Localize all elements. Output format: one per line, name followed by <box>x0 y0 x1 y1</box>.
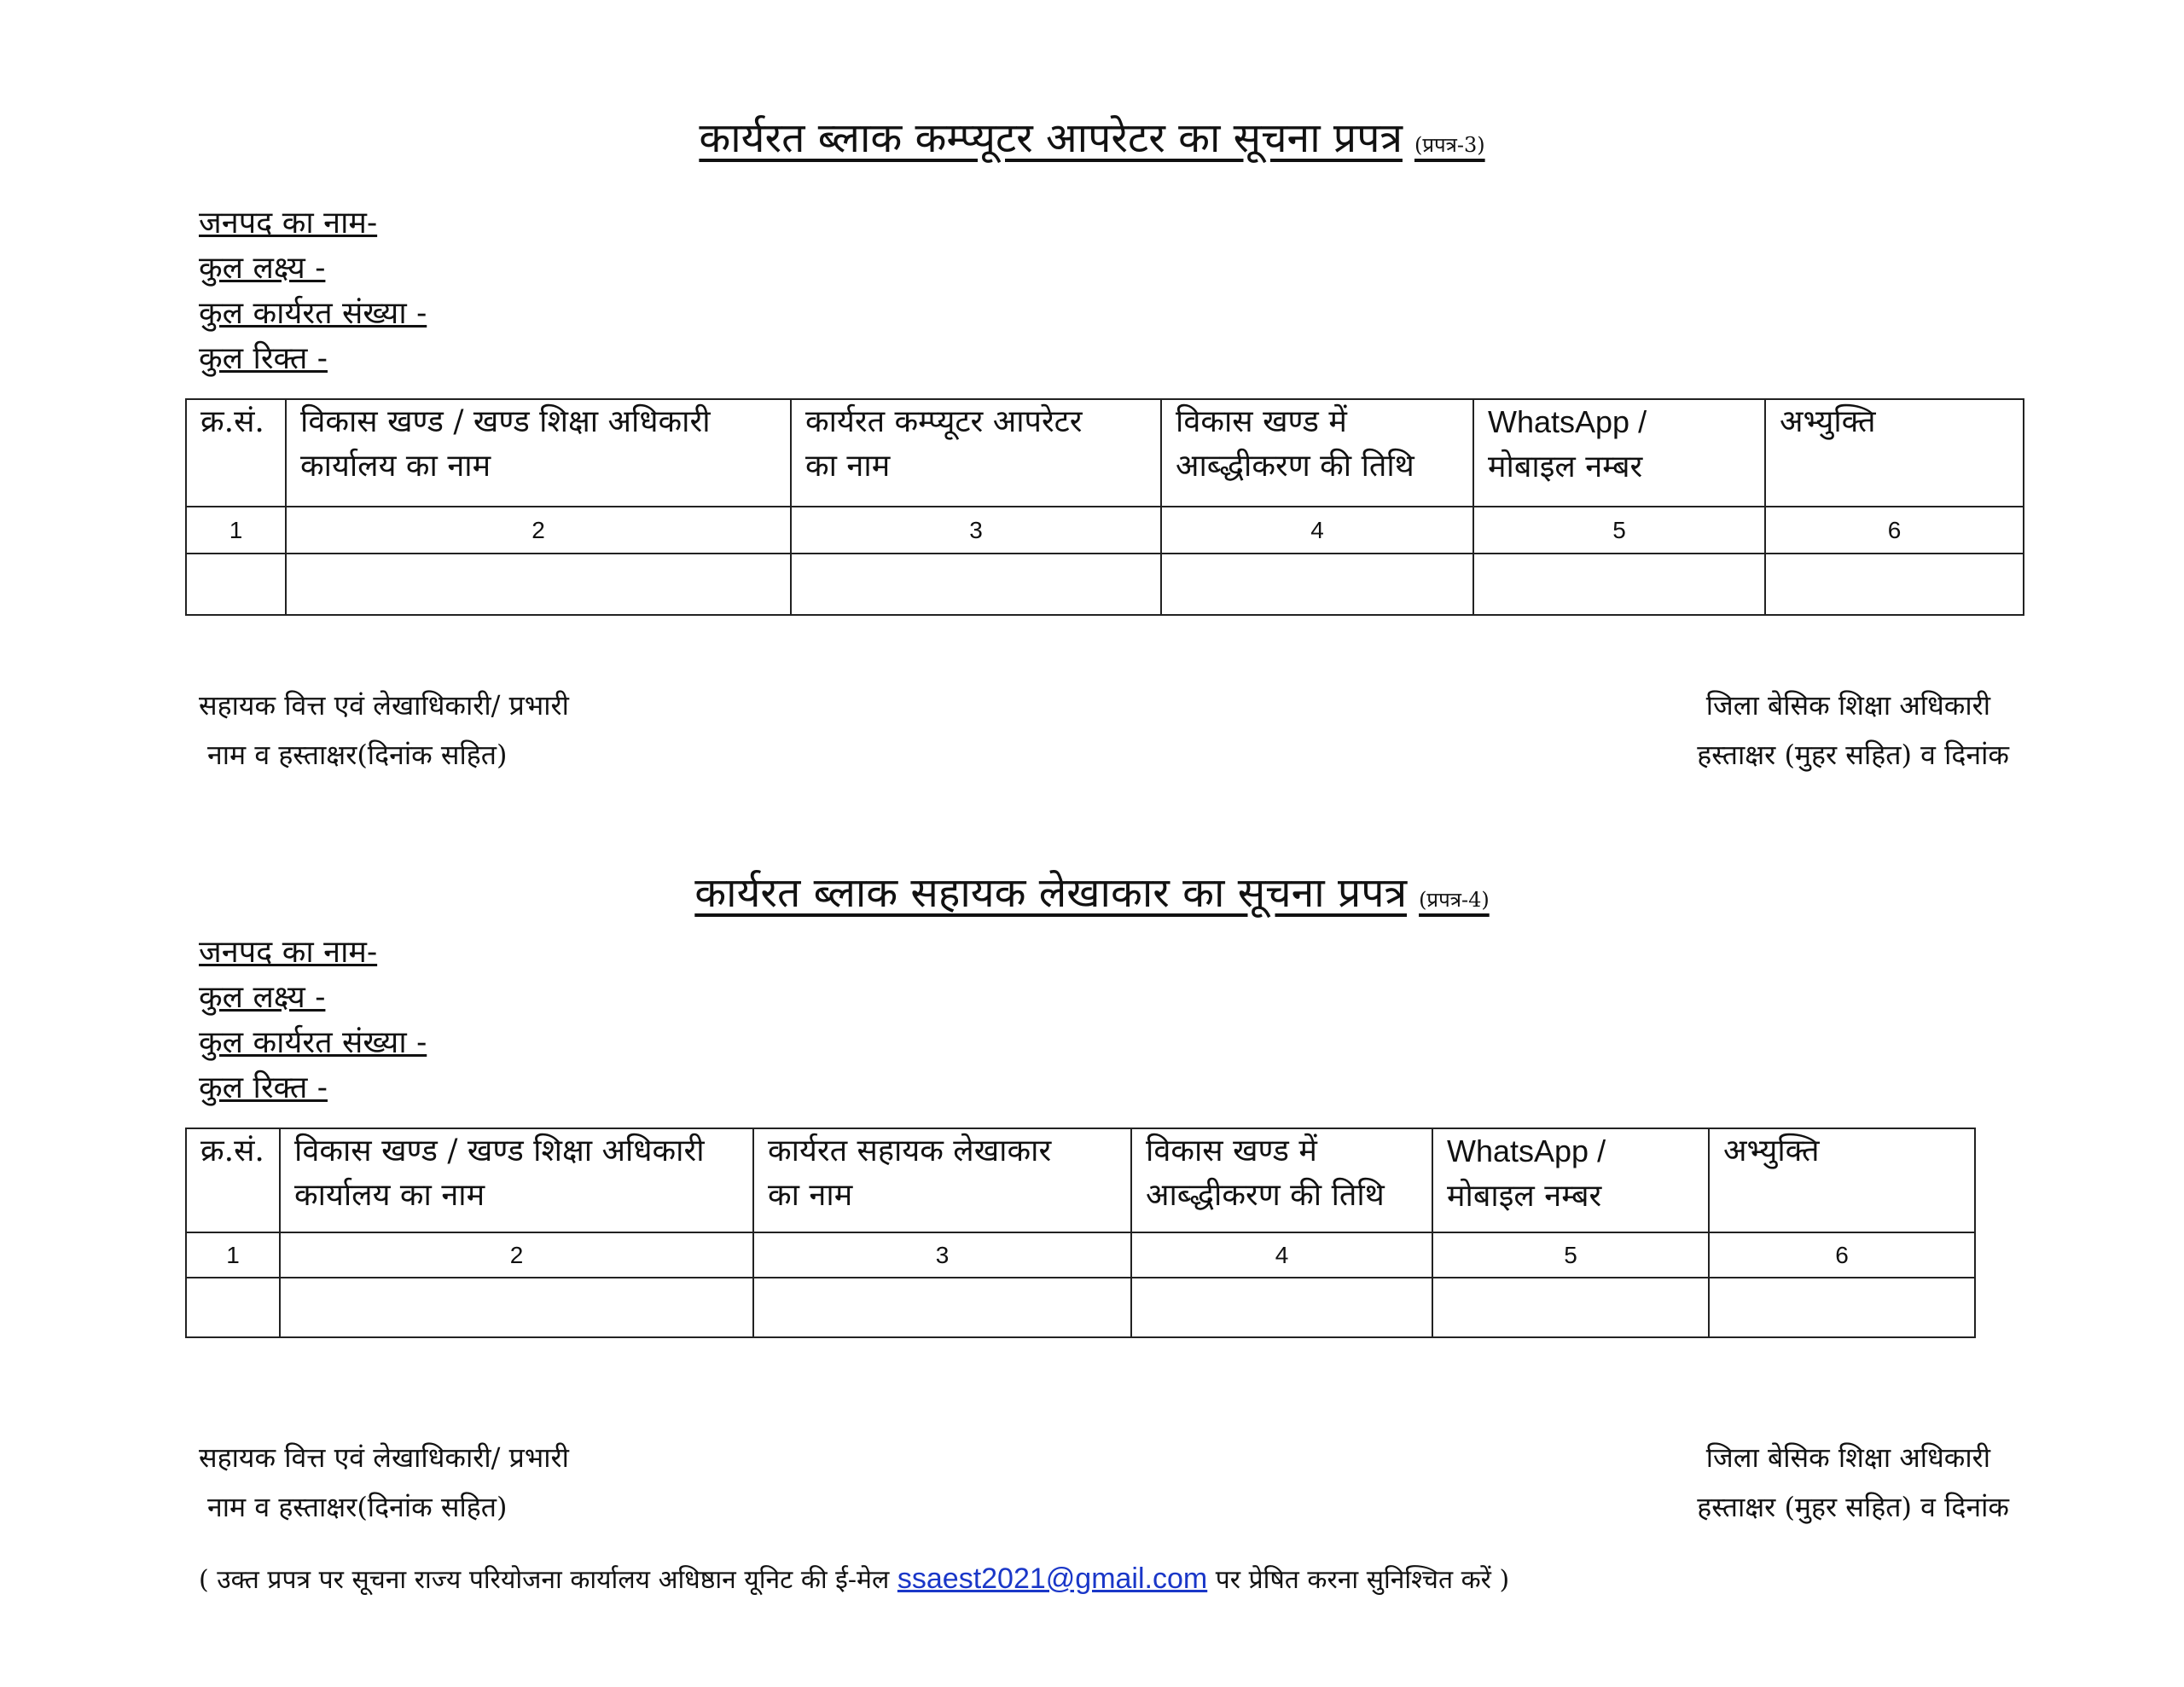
empty-cell <box>1473 554 1765 615</box>
form4-field-working: कुल कार्यरत संख्या - <box>199 1025 427 1060</box>
form4-field-district: जनपद का नाम- <box>199 935 378 970</box>
header-attachment-date: विकास खण्ड में आब्द्धीकरण की तिथि <box>1131 1128 1432 1232</box>
empty-cell <box>1432 1278 1709 1337</box>
note-prefix: ( उक्त प्रपत्र पर सूचना राज्य परियोजना कार्यालय अधिष्ठान यूनिट की ई-मेल <box>199 1565 890 1595</box>
form4-signature-right <box>1697 1433 2009 1532</box>
form4-number-row <box>186 1232 1975 1278</box>
empty-cell <box>753 1278 1131 1337</box>
form3-header-row <box>186 399 2024 507</box>
empty-cell <box>1765 554 2024 615</box>
col-number: 6 <box>1709 1232 1975 1278</box>
sig-left-title: सहायक वित्त एवं लेखाधिकारी/ प्रभारी <box>199 1441 569 1474</box>
header-remarks: अभ्युक्ति <box>1765 399 2024 507</box>
sig-right-sign: हस्ताक्षर (मुहर सहित) व दिनांक <box>1697 739 2009 771</box>
header-block-office: विकास खण्ड / खण्ड शिक्षा अधिकारी कार्यालय का नाम <box>286 399 791 507</box>
form4-title-text: कार्यरत ब्लाक सहायक लेखाकार का सूचना प्रपत्र <box>694 869 1408 917</box>
empty-cell <box>1161 554 1473 615</box>
col-number: 3 <box>753 1232 1131 1278</box>
form3-field-district: जनपद का नाम- <box>199 206 378 241</box>
form3-code: (प्रपत्र-3) <box>1414 133 1485 157</box>
empty-cell <box>186 554 286 615</box>
col-number: 4 <box>1161 507 1473 554</box>
form3-signature-left <box>199 681 569 780</box>
form4-field-vacant: कुल रिक्त - <box>199 1070 328 1105</box>
empty-cell <box>1131 1278 1432 1337</box>
sig-right-title: जिला बेसिक शिक्षा अधिकारी <box>1705 1441 1990 1474</box>
form3-field-target: कुल लक्ष्य - <box>199 251 326 286</box>
col-number: 1 <box>186 1232 280 1278</box>
form4-field-target: कुल लक्ष्य - <box>199 980 326 1015</box>
col-number: 5 <box>1473 507 1765 554</box>
empty-cell <box>286 554 791 615</box>
form4-empty-row <box>186 1278 1975 1337</box>
empty-cell <box>186 1278 280 1337</box>
col-number: 2 <box>280 1232 753 1278</box>
form4-header-row <box>186 1128 1975 1232</box>
form4-table <box>185 1128 1976 1338</box>
empty-cell <box>791 554 1161 615</box>
col-number: 5 <box>1432 1232 1709 1278</box>
form4-title <box>0 864 2184 919</box>
header-serial: क्र.सं. <box>186 1128 280 1232</box>
note-suffix: पर प्रेषित करना सुनिश्चित करें ) <box>1215 1565 1510 1595</box>
col-number: 2 <box>286 507 791 554</box>
sig-left-name: नाम व हस्ताक्षर(दिनांक सहित) <box>207 739 508 771</box>
form3-table <box>185 398 2024 616</box>
form3-title <box>0 109 2184 165</box>
header-accountant-name: कार्यरत सहायक लेखाकार का नाम <box>753 1128 1131 1232</box>
footer-note <box>199 1561 1509 1596</box>
form3-signature-right <box>1697 681 2009 780</box>
empty-cell <box>1709 1278 1975 1337</box>
col-number: 3 <box>791 507 1161 554</box>
form4-code: (प्रपत्र-4) <box>1419 888 1490 912</box>
col-number: 6 <box>1765 507 2024 554</box>
sig-right-title: जिला बेसिक शिक्षा अधिकारी <box>1705 689 1990 722</box>
header-whatsapp-mobile: WhatsApp / मोबाइल नम्बर <box>1432 1128 1709 1232</box>
form3-field-vacant: कुल रिक्त - <box>199 341 328 376</box>
form4-signature-left <box>199 1433 569 1532</box>
sig-right-sign: हस्ताक्षर (मुहर सहित) व दिनांक <box>1697 1491 2009 1523</box>
header-remarks: अभ्युक्ति <box>1709 1128 1975 1232</box>
sig-left-name: नाम व हस्ताक्षर(दिनांक सहित) <box>207 1491 508 1523</box>
header-whatsapp-mobile: WhatsApp / मोबाइल नम्बर <box>1473 399 1765 507</box>
form3-field-working: कुल कार्यरत संख्या - <box>199 296 427 331</box>
form3-empty-row <box>186 554 2024 615</box>
header-block-office: विकास खण्ड / खण्ड शिक्षा अधिकारी कार्यालय का नाम <box>280 1128 753 1232</box>
col-number: 1 <box>186 507 286 554</box>
header-attachment-date: विकास खण्ड में आब्द्धीकरण की तिथि <box>1161 399 1473 507</box>
form3-title-text: कार्यरत ब्लाक कम्प्यूटर आपरेटर का सूचना प्रपत्र <box>699 114 1403 162</box>
form3-number-row <box>186 507 2024 554</box>
header-operator-name: कार्यरत कम्प्यूटर आपरेटर का नाम <box>791 399 1161 507</box>
header-serial: क्र.सं. <box>186 399 286 507</box>
col-number: 4 <box>1131 1232 1432 1278</box>
empty-cell <box>280 1278 753 1337</box>
sig-left-title: सहायक वित्त एवं लेखाधिकारी/ प्रभारी <box>199 689 569 722</box>
email-link[interactable]: ssaest2021@gmail.com <box>897 1562 1208 1595</box>
